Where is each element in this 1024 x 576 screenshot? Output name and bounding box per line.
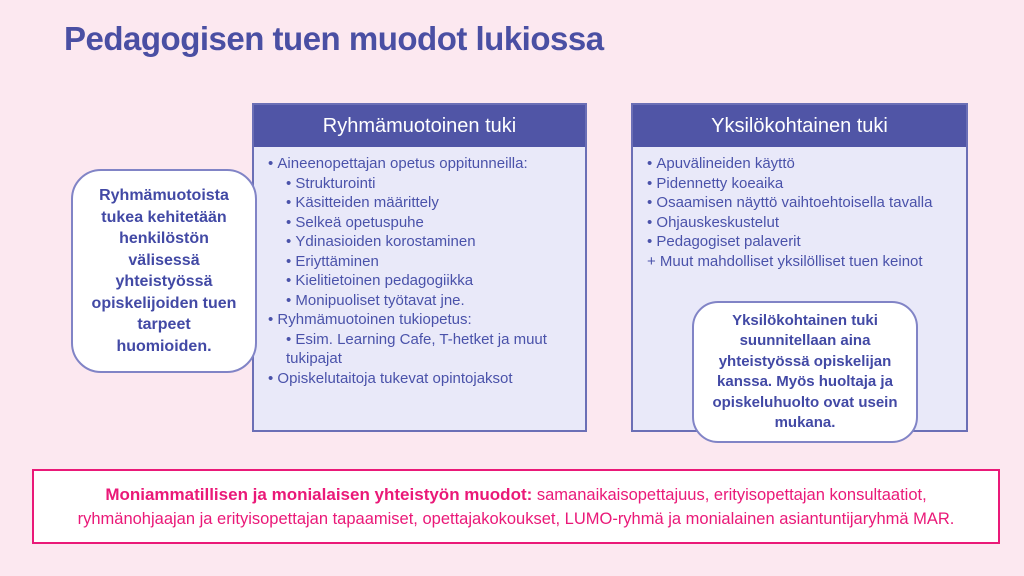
list-item: • Osaamisen näyttö vaihtoehtoisella tavalla <box>633 193 960 213</box>
list-item: • Opiskelutaitoja tukevat opintojaksot <box>254 369 579 389</box>
footer-collaboration-detail: samanaikaisopettajuus, erityisopettajan konsultaatiot, ryhmänohjaajan ja erityisopettajan tapaamiset, opettajakokoukset, LUMO-ryhmä ja monialainen asiantuntijaryhmä MAR. <box>77 485 955 528</box>
list-item: • Apuvälineiden käyttö <box>633 154 960 174</box>
callout-individual-support-text: Yksilökohtainen tuki suunnitellaan aina yhteistyössä opiskelijan kanssa. Myös huoltaja ja opiskeluhuolto ovat usein mukana. <box>712 311 898 431</box>
list-item: + Muut mahdolliset yksilölliset tuen keinot <box>647 252 923 270</box>
footer-collaboration-text <box>52 483 980 531</box>
panel-group-support <box>252 103 587 432</box>
callout-group-support-text: Ryhmämuotoista tukea kehitetään henkilöstön välisessä yhteistyössä opiskelijoiden tuen tarpeet huomioiden. <box>91 187 237 355</box>
callout-individual-support <box>692 301 918 443</box>
panel-group-support-body <box>254 147 585 388</box>
list-item: • Kielitietoinen pedagogiikka <box>254 271 579 291</box>
callout-group-support <box>71 169 257 373</box>
footer-collaboration-box <box>32 469 1000 544</box>
panel-individual-support-header: Yksilökohtainen tuki <box>633 105 966 147</box>
page-title: Pedagogisen tuen muodot lukiossa <box>64 20 604 57</box>
list-item: • Strukturointi <box>254 174 579 194</box>
list-item: • Ryhmämuotoinen tukiopetus: <box>254 310 579 330</box>
list-item: • Monipuoliset työtavat jne. <box>254 291 579 311</box>
list-item: • Aineenopettajan opetus oppitunneilla: <box>254 154 579 174</box>
list-item: • Pidennetty koeaika <box>633 174 960 194</box>
list-item: • Käsitteiden määrittely <box>254 193 579 213</box>
panel-individual-support-body <box>633 147 966 271</box>
footer-collaboration-lead: Moniammatillisen ja monialaisen yhteistyön muodot: <box>105 484 533 504</box>
list-item: • Ydinasioiden korostaminen <box>254 232 579 252</box>
panel-group-support-header: Ryhmämuotoinen tuki <box>254 105 585 147</box>
list-item: • Selkeä opetuspuhe <box>254 213 579 233</box>
list-item: • Pedagogiset palaverit <box>633 232 960 252</box>
list-item: • Esim. Learning Cafe, T-hetket ja muut tukipajat <box>254 330 579 369</box>
list-item: • Ohjauskeskustelut <box>633 213 960 233</box>
list-item: • Eriyttäminen <box>254 252 579 272</box>
